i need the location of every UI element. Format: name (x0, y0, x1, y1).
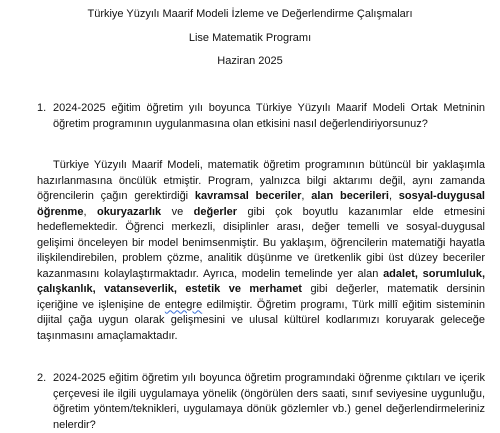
question-number: 1. (37, 102, 47, 114)
answer-text: , (301, 190, 312, 202)
answer-text: ve (161, 205, 194, 218)
answer-text: , (388, 190, 399, 202)
question-2 (37, 371, 485, 433)
answer-paragraph (37, 158, 485, 344)
answer-bold-term: değerler (193, 205, 238, 218)
answer-text: gibi çok boyutlu kazanımlar elde etmesini hedeflemektedir. Öğrenci merkezli, disiplinler arası, değer temelli ve sosyal-duygusal gelişimi önceleyen bir model benimsenmiştir. Bu yaklaşım, öğrencilerin matematiği hayatla ilişkilendirebilen, problem çözme, analitik düşünme ve üretkenlik gibi üst düzey beceriler kazanmasını kolaylaştırmaktadır. Ayrıca, modelin temelinde yer alan (37, 205, 485, 280)
question-text: 2024-2025 eğitim öğretim yılı boyunca Türkiye Yüzyılı Maarif Modeli Ortak Metninin öğretim programının uygulanmasına olan etkisini nasıl değerlendiriyorsunuz? (53, 102, 485, 130)
document-date: Haziran 2025 (217, 55, 283, 67)
question-1 (37, 101, 485, 132)
answer-bold-term: sosyal-duygusal öğrenme (37, 190, 485, 218)
answer-text: edilmiştir. Öğretim programı, Türk millî eğitim sisteminin dijital çağa uygun olarak gelişmesini ve ulusal kültürel kodlarımızı koruyarak geleceğe taşınmasını amaçlamaktadır. (37, 298, 485, 342)
document-title: Türkiye Yüzyılı Maarif Modeli İzleme ve Değerlendirme Çalışmaları (87, 8, 413, 20)
answer-bold-term: okuryazarlık (96, 205, 162, 218)
answer-text: gibi değerler, matematik dersinin içeriğine ve işlenişine de (37, 283, 485, 311)
question-number: 2. (37, 372, 47, 384)
answer-bold-values: adalet, sorumluluk, çalışkanlık, vatanseverlik, estetik ve merhamet (37, 267, 485, 295)
answer-bold-term: kavramsal beceriler (194, 190, 302, 202)
answer-bold-term: alan becerileri (311, 190, 389, 202)
answer-text: , (83, 205, 97, 218)
question-text: 2024-2025 eğitim öğretim yılı boyunca öğretim programındaki öğrenme çıktıları ve içerik çerçevesi ile ilgili uygulamaya yönelik (öngörülen ders saati, sınıf seviyesine uygunluğu, öğretim yöntem/teknikleri, uygulamaya dönük gözlemler vb.) genel değerlendirmeleriniz nelerdir? (53, 372, 485, 431)
answer-text: Türkiye Yüzyılı Maarif Modeli, matematik öğretim programının bütüncül bir yaklaşımla hazırlanmasına öncülük etmiştir. Program, yalnızca bilgi aktarımı değil, aynı zamanda öğrencilerin çağın gerektirdiği (37, 159, 485, 202)
spellcheck-underlined-word[interactable]: entegre (164, 298, 203, 311)
document-subtitle: Lise Matematik Programı (188, 32, 312, 44)
